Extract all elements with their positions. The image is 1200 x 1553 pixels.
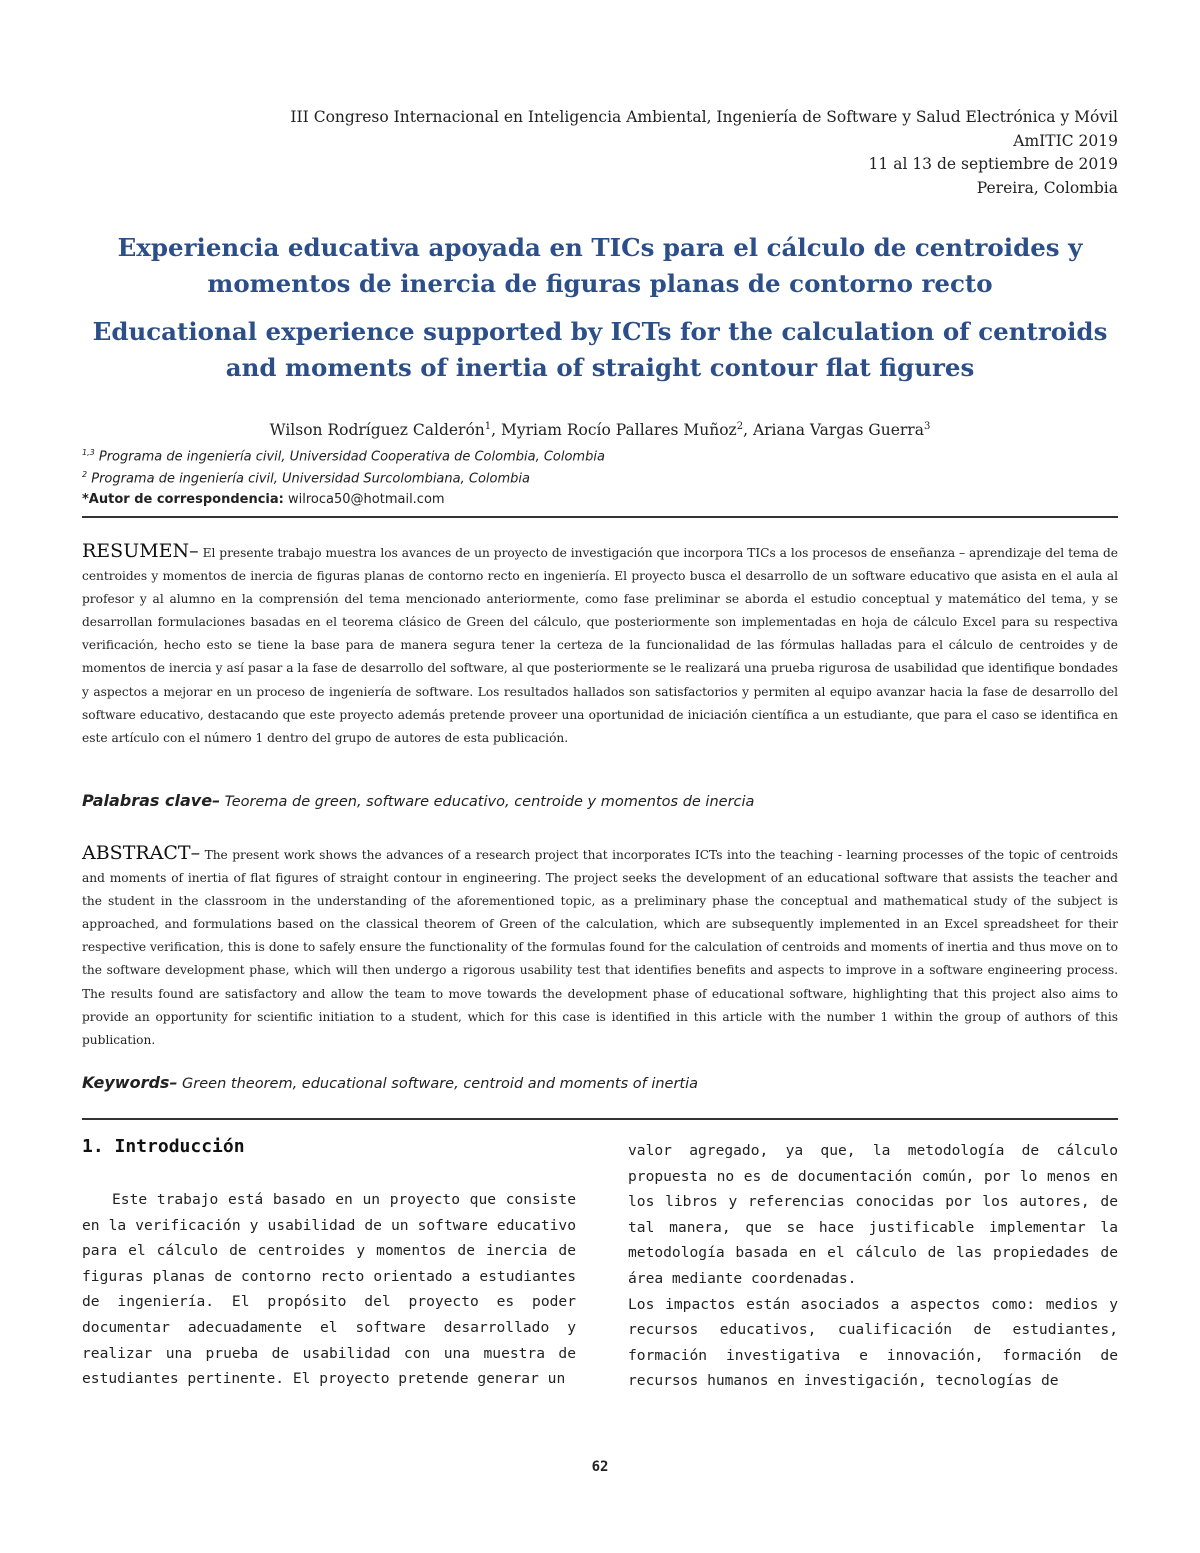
- affiliation-1-marker: 1,3: [82, 448, 95, 457]
- resumen-text: El presente trabajo muestra los avances de un proyecto de investigación que incorpora TICs a los procesos de enseñanza – aprendizaje del tema de centroides y momentos de inercia de figuras planas de contorno recto en ingeniería. El proyecto busca el desarrollo de un software educativo que asista en el aula al profesor y al alumno en la comprensión del tema mencionado anteriormente, como fase preliminar se aborda el estudio conceptual y matemático del tema, y se desarrollan formulaciones basadas en el teorema clásico de Green del cálculo, que posteriormente son implementadas en hoja de cálculo Excel para su respectiva verificación, hecho esto se tiene la base para de manera segura tener la certeza de la funcionalidad de las fórmulas halladas para el cálculo de centroides y de momentos de inercia y así pasar a la fase de desarrollo del software, al que posteriormente se le realizará una prueba rigurosa de usabilidad que identifique bondades y aspectos a mejorar en un proceso de ingeniería de software. Los resultados hallados son satisfactorios y permiten al equipo avanzar hacia la fase de desarrollo del software educativo, destacando que este proyecto además pretende proveer una oportunidad de iniciación científica a un estudiante, que para el caso se identifica en este artículo con el número 1 dentro del grupo de autores de esta publicación.: [82, 546, 1118, 745]
- author-separator: ,: [743, 421, 753, 440]
- affiliation-2-marker: 2: [82, 470, 88, 479]
- keywords-label: Keywords–: [82, 1073, 178, 1092]
- palabras-clave-text: Teorema de green, software educativo, centroide y momentos de inercia: [220, 794, 755, 810]
- resumen-heading: RESUMEN–: [82, 540, 199, 562]
- event-name: AmITIC 2019: [1013, 131, 1118, 150]
- section-title-introduccion: 1. Introducción: [82, 1136, 245, 1157]
- title-english: [60, 314, 1140, 386]
- divider-bottom: [82, 1118, 1118, 1120]
- intro-paragraph-2: valor agregado, ya que, la metodología de cálculo propuesta no es de documentación común, por lo menos en los libros y referencias conocidas por los autores, de tal manera, que se hace justificable implementar la metodología basada en el cálculo de las propiedades de área mediante coordenadas.: [628, 1142, 1118, 1287]
- page-number: 62: [591, 1459, 609, 1475]
- conference-header: [218, 106, 1118, 200]
- divider-top: [82, 516, 1118, 518]
- author-separator: ,: [491, 421, 502, 440]
- abstract-section: [82, 842, 1118, 1052]
- event-dates: 11 al 13 de septiembre de 2019: [868, 155, 1118, 173]
- palabras-clave-label: Palabras clave–: [82, 791, 221, 810]
- affiliation-1-text: Programa de ingeniería civil, Universidad Cooperativa de Colombia, Colombia: [94, 449, 605, 465]
- correspondence: [82, 492, 445, 507]
- affiliation-2-text: Programa de ingeniería civil, Universidad Surcolombiana, Colombia: [87, 471, 530, 487]
- conference-name: III Congreso Internacional en Inteligencia Ambiental, Ingeniería de Software y Salud Electrónica y Móvil: [290, 108, 1118, 126]
- author-3-affil: 3: [923, 421, 931, 432]
- intro-left-column: [82, 1187, 576, 1392]
- intro-paragraph-1: Este trabajo está basado en un proyecto que consiste en la verificación y usabilidad de un software educativo para el cálculo de centroides y momentos de inercia de figuras planas de contorno recto orientado a estudiantes de ingeniería. El propósito del proyecto es poder documentar adecuadamente el software desarrollado y realizar una prueba de usabilidad con una muestra de estudiantes pertinente. El proyecto pretende generar un: [82, 1191, 576, 1388]
- keywords-row: [82, 1073, 1118, 1092]
- title-english-line-2: and moments of inertia of straight contour flat figures: [225, 353, 975, 382]
- author-3: Ariana Vargas Guerra: [752, 421, 924, 440]
- title-english-line-1: Educational experience supported by ICTs for the calculation of centroids: [92, 317, 1108, 346]
- resumen-section: [82, 540, 1118, 750]
- affiliation-1: [82, 448, 605, 464]
- author-1: Wilson Rodríguez Calderón: [269, 421, 485, 440]
- affiliation-2: [82, 470, 530, 486]
- correspondence-label: *Autor de correspondencia:: [82, 492, 284, 507]
- abstract-text: The present work shows the advances of a research project that incorporates ICTs into the teaching - learning processes of the topic of centroids and moments of inertia of flat figures of straight contour in engineering. The project seeks the development of an educational software that assists the teacher and the student in the classroom in the understanding of the aforementioned topic, as a preliminary phase the conceptual and mathematical study of the subject is approached, and formulations based on the classical theorem of Green of the calculation, which are subsequently implemented in an Excel spreadsheet for their respective verification, this is done to safely ensure the functionality of the formulas found for the calculation of centroids and moments of inertia and thus move on to the software development phase, which will then undergo a rigorous usability test that identifies benefits and aspects to improve in a software engineering process. The results found are satisfactory and allow the team to move towards the development phase of educational software, highlighting that this project also aims to provide an opportunity for scientific initiation to a student, which for this case is identified in this article with the number 1 within the group of authors of this publication.: [82, 848, 1118, 1047]
- title-spanish: [60, 230, 1140, 302]
- palabras-clave-row: [82, 791, 1118, 810]
- intro-right-column: [628, 1138, 1118, 1394]
- title-spanish-line-2: momentos de inercia de figuras planas de contorno recto: [207, 269, 993, 298]
- author-2-affil: 2: [736, 421, 744, 432]
- title-spanish-line-1: Experiencia educativa apoyada en TICs para el cálculo de centroides y: [117, 233, 1083, 262]
- author-2: Myriam Rocío Pallares Muñoz: [501, 421, 737, 440]
- intro-paragraph-3: Los impactos están asociados a aspectos como: medios y recursos educativos, cualificación de estudiantes, formación investigativa e innovación, formación de recursos humanos en investigación, tecnologías de: [628, 1295, 1118, 1390]
- abstract-heading: ABSTRACT–: [82, 842, 201, 864]
- keywords-text: Green theorem, educational software, centroid and moments of inertia: [177, 1076, 699, 1092]
- author-list: [0, 421, 1200, 439]
- correspondence-email[interactable]: wilroca50@hotmail.com: [283, 492, 445, 507]
- author-1-affil: 1: [484, 421, 492, 432]
- event-place: Pereira, Colombia: [976, 178, 1118, 197]
